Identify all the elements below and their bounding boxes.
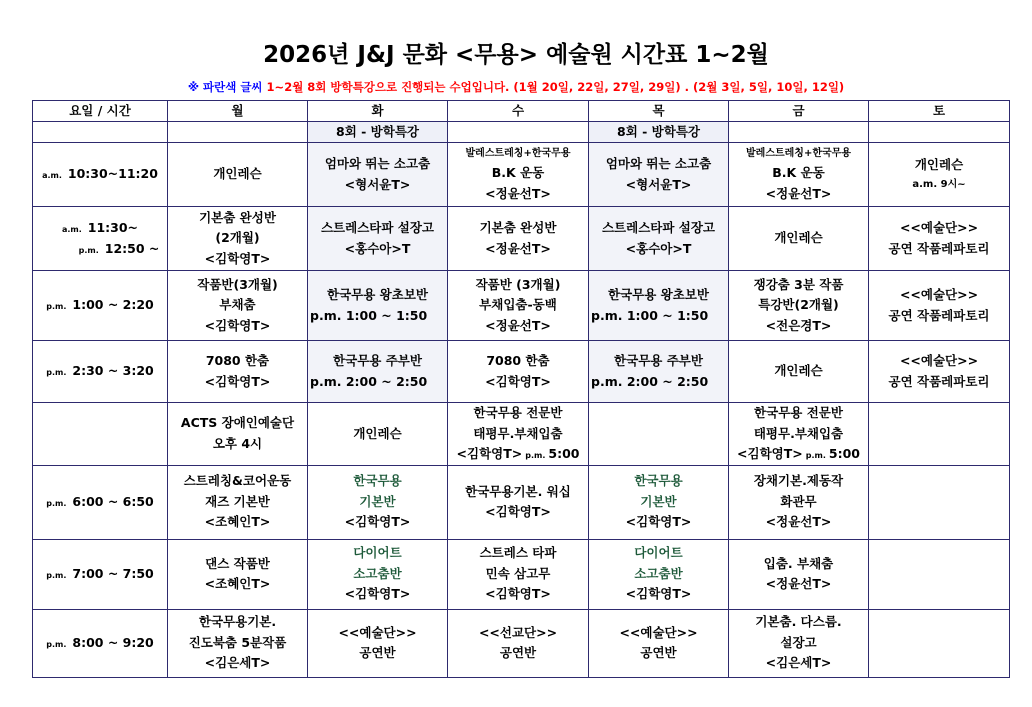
class-line: <<선교단>> xyxy=(478,624,558,640)
time-cell xyxy=(33,403,168,466)
class-line: 기본춤 완성반 xyxy=(479,220,557,235)
table-row xyxy=(33,207,1010,271)
class-cell xyxy=(168,465,308,539)
time-cell xyxy=(33,143,168,207)
header-day-sat: 토 xyxy=(869,101,1010,122)
class-cell xyxy=(729,403,869,466)
empty-cell xyxy=(869,122,1010,143)
time-text: 7:00 ~ 7:50 xyxy=(72,565,154,581)
class-cell xyxy=(589,539,729,609)
teacher-line: <조혜인T> xyxy=(204,514,271,530)
time-text: 11:30~ xyxy=(87,220,139,235)
ampm: p.m. xyxy=(46,570,67,580)
time-cell xyxy=(33,341,168,403)
class-cell xyxy=(869,207,1010,271)
class-line: 한국무용 주부반 xyxy=(614,353,703,368)
teacher-line: <김학영T> xyxy=(485,373,551,389)
class-cell xyxy=(168,341,308,403)
table-row xyxy=(33,143,1010,207)
empty-cell xyxy=(33,122,168,143)
empty-cell xyxy=(869,539,1010,609)
class-time-line: p.m. 2:00 ~ 2:50 xyxy=(310,373,428,389)
table-row xyxy=(33,403,1010,466)
class-time: 5:00 xyxy=(828,446,860,461)
class-cell xyxy=(308,609,448,677)
class-line: <<예술단>> xyxy=(899,287,979,302)
class-line: 발레스트레칭+한국무용 xyxy=(465,148,571,159)
empty-cell xyxy=(869,465,1010,539)
empty-cell xyxy=(589,403,729,466)
teacher-line: <김은세T> xyxy=(204,655,271,671)
class-line: 댄스 작품반 xyxy=(205,555,270,571)
class-line: 개인레슨 xyxy=(774,230,823,246)
header-day-thu: 목 xyxy=(589,101,729,122)
class-line: 입춤. 부채춤 xyxy=(763,555,834,571)
time-cell xyxy=(33,539,168,609)
class-cell xyxy=(448,539,589,609)
class-cell xyxy=(589,143,729,207)
class-line: 장채기본.제동작 xyxy=(753,473,844,489)
class-line: 다이어트 xyxy=(353,545,402,561)
class-line: 개인레슨 xyxy=(213,166,262,182)
class-cell xyxy=(869,341,1010,403)
class-line: 한국무용 주부반 xyxy=(333,353,422,368)
empty-cell xyxy=(448,122,589,143)
header-corner: 요일 / 시간 xyxy=(33,101,168,122)
class-line: 화관무 xyxy=(780,493,817,509)
ampm: a.m. xyxy=(61,225,82,234)
class-time-line: p.m. 1:00 ~ 1:50 xyxy=(591,307,709,323)
notice-prefix: ※ 파란색 글씨 xyxy=(187,80,263,94)
class-line: 재즈 기본반 xyxy=(205,493,270,509)
class-cell xyxy=(308,539,448,609)
class-line: <<예술단>> xyxy=(619,624,698,640)
timetable xyxy=(32,100,1010,678)
teacher-line: <홍수아>T xyxy=(625,240,692,256)
class-cell xyxy=(869,143,1010,207)
class-cell xyxy=(729,539,869,609)
class-line: 특강반(2개월) xyxy=(758,297,839,313)
class-cell xyxy=(448,403,589,466)
time-text: 1:00 ~ 2:20 xyxy=(72,297,154,313)
time-text: 10:30~11:20 xyxy=(67,166,158,182)
teacher-line: <김은세T> xyxy=(765,655,832,671)
empty-cell xyxy=(869,403,1010,466)
class-cell xyxy=(448,465,589,539)
class-line: 엄마와 뛰는 소고춤 xyxy=(324,156,431,171)
notice xyxy=(0,79,1032,95)
teacher-line: <정윤선T> xyxy=(765,185,832,201)
special-label-tue: 8회 - 방학특강 xyxy=(308,122,448,143)
time-cell xyxy=(33,207,168,271)
class-line: 부채춤 xyxy=(219,297,256,313)
class-cell xyxy=(168,271,308,341)
class-line: 공연 작품레파토리 xyxy=(888,307,990,323)
special-label-thu: 8회 - 방학특강 xyxy=(589,122,729,143)
class-cell xyxy=(729,465,869,539)
class-line: 7080 한춤 xyxy=(486,353,550,368)
class-line: 개인레슨 xyxy=(353,425,402,441)
ampm: a.m. xyxy=(42,171,62,181)
class-line: 한국무용 전문반 xyxy=(473,405,563,420)
teacher-line: <정윤선T> xyxy=(765,514,832,530)
teacher-line: <김학영T> xyxy=(485,586,551,602)
ampm: p.m. xyxy=(805,451,826,460)
class-cell xyxy=(448,207,589,271)
empty-cell xyxy=(168,122,308,143)
teacher-line: <정윤선T> xyxy=(485,240,551,256)
class-cell xyxy=(448,143,589,207)
class-cell xyxy=(729,271,869,341)
header-row xyxy=(33,101,1010,122)
class-line: 태평무.부채입춤 xyxy=(753,425,844,441)
class-cell xyxy=(589,609,729,677)
teacher-line: <김학영T> xyxy=(204,373,271,389)
time-cell xyxy=(33,609,168,677)
class-cell xyxy=(308,465,448,539)
class-line: 공연 작품레파토리 xyxy=(888,240,990,256)
header-day-tue: 화 xyxy=(308,101,448,122)
header-day-fri: 금 xyxy=(729,101,869,122)
ampm: p.m. xyxy=(525,451,546,460)
class-cell xyxy=(448,271,589,341)
table-row xyxy=(33,609,1010,677)
class-cell xyxy=(729,341,869,403)
class-line: 한국무용 왕초보반 xyxy=(327,287,428,302)
class-cell xyxy=(168,403,308,466)
teacher-line: <홍수아>T xyxy=(344,240,411,256)
special-row xyxy=(33,122,1010,143)
class-cell xyxy=(308,271,448,341)
time-text: 2:30 ~ 3:20 xyxy=(72,363,154,379)
empty-cell xyxy=(729,122,869,143)
class-line: 엄마와 뛰는 소고춤 xyxy=(605,156,712,171)
class-line: 설장고 xyxy=(780,634,817,650)
class-line: 다이어트 xyxy=(634,545,683,561)
class-line: 한국무용 xyxy=(353,473,402,489)
teacher-line: <김학영T> xyxy=(204,317,271,333)
class-cell xyxy=(168,143,308,207)
time-text: 12:50 ~ xyxy=(104,240,160,256)
class-line: 스트레스타파 설장고 xyxy=(320,220,435,235)
class-time-line: p.m. 1:00 ~ 1:50 xyxy=(310,307,428,323)
class-cell xyxy=(589,341,729,403)
class-line: <<예술단>> xyxy=(899,220,979,235)
time-cell xyxy=(33,271,168,341)
class-line: <<예술단>> xyxy=(899,353,979,368)
class-line: ACTS 장애인예술단 xyxy=(180,415,295,431)
class-line: 작품반(3개월) xyxy=(197,276,278,292)
teacher-line: <전은경T> xyxy=(765,317,832,333)
class-line: 스트레스타파 설장고 xyxy=(601,220,716,235)
teacher-line: <형서윤T> xyxy=(625,176,692,192)
class-line: B.K 운동 xyxy=(772,165,825,180)
class-line: 한국무용기본. 워십 xyxy=(465,483,571,499)
class-line: 개인레슨 xyxy=(914,157,964,173)
teacher-line: <김학영T> xyxy=(344,586,411,602)
teacher-line: <형서윤T> xyxy=(344,176,411,192)
class-cell xyxy=(589,465,729,539)
class-cell xyxy=(729,207,869,271)
teacher-line: <김학영T> xyxy=(485,504,551,519)
class-cell xyxy=(869,271,1010,341)
header-day-wed: 수 xyxy=(448,101,589,122)
teacher-line: <김학영T> xyxy=(625,586,692,602)
class-line: 스트레스 타파 xyxy=(479,545,557,561)
class-line: 기본반 xyxy=(359,493,396,509)
class-line: 쟁강춤 3분 작품 xyxy=(753,276,844,292)
class-line: 한국무용 왕초보반 xyxy=(608,287,709,302)
table-row xyxy=(33,341,1010,403)
class-cell xyxy=(168,539,308,609)
time-text: 6:00 ~ 6:50 xyxy=(72,493,154,509)
class-line: 오후 4시 xyxy=(212,435,263,451)
teacher-line: <정윤선T> xyxy=(485,185,551,201)
table-row xyxy=(33,271,1010,341)
class-line: 개인레슨 xyxy=(774,363,823,379)
teacher-line: <김학영T> xyxy=(625,514,692,530)
class-cell xyxy=(308,143,448,207)
header-day-mon: 월 xyxy=(168,101,308,122)
teacher-line: <정윤선T> xyxy=(485,317,551,333)
empty-cell xyxy=(869,609,1010,677)
class-time: 5:00 xyxy=(548,446,580,461)
page-title: 2026년 J&J 문화 <무용> 예술원 시간표 1~2월 xyxy=(263,42,769,68)
class-cell xyxy=(729,609,869,677)
class-line: 민속 삼고무 xyxy=(485,565,551,581)
teacher-line: <조혜인T> xyxy=(204,576,271,591)
class-line: 태평무.부채입춤 xyxy=(473,425,563,441)
time-text: 8:00 ~ 9:20 xyxy=(72,634,154,650)
teacher-line: <김학영T> xyxy=(204,250,271,266)
class-cell xyxy=(589,271,729,341)
class-cell xyxy=(308,341,448,403)
class-line: 한국무용 전문반 xyxy=(754,405,843,420)
class-line: 공연 작품레파토리 xyxy=(888,373,990,389)
time-cell xyxy=(33,465,168,539)
class-line: 기본춤 완성반 xyxy=(199,209,276,225)
class-time-line: p.m. 2:00 ~ 2:50 xyxy=(591,373,709,389)
class-cell xyxy=(168,207,308,271)
class-line: <<예술단>> xyxy=(338,624,417,640)
class-line: 작품반 (3개월) xyxy=(475,276,561,292)
class-line: 한국무용 xyxy=(634,473,683,489)
notice-body: 1~2월 8회 방학특강으로 진행되는 수업입니다. (1월 20일, 22일, 27일, 29일) . (2월 3일, 5일, 10일, 12일) xyxy=(262,80,845,94)
class-line: 공연반 xyxy=(499,645,537,660)
teacher-line: <김학영T> xyxy=(456,446,523,461)
ampm: p.m. xyxy=(78,245,99,255)
ampm: p.m. xyxy=(46,302,67,312)
class-cell xyxy=(168,609,308,677)
class-line: 공연반 xyxy=(640,645,677,660)
class-line: 한국무용기본. xyxy=(198,614,277,630)
class-line: 스트레칭&코어운동 xyxy=(183,473,292,489)
class-line: 발레스트레칭+한국무용 xyxy=(746,148,851,159)
class-cell xyxy=(729,143,869,207)
class-line: B.K 운동 xyxy=(491,165,545,180)
class-line: 진도북춤 5분작품 xyxy=(188,634,287,650)
class-line: 소고춤반 xyxy=(634,565,683,581)
class-cell xyxy=(308,207,448,271)
class-line: 7080 한춤 xyxy=(205,353,270,368)
class-line: 소고춤반 xyxy=(353,565,402,581)
ampm: p.m. xyxy=(46,498,67,508)
class-line: 공연반 xyxy=(359,645,396,660)
ampm: p.m. xyxy=(46,639,67,649)
class-line: 기본춤. 다스름. xyxy=(755,614,842,630)
table-row xyxy=(33,465,1010,539)
table-row xyxy=(33,539,1010,609)
teacher-line: <김학영T> xyxy=(344,514,411,530)
class-cell xyxy=(589,207,729,271)
teacher-line: <김학영T> xyxy=(737,446,803,461)
class-cell xyxy=(448,609,589,677)
class-cell xyxy=(448,341,589,403)
class-line: (2개월) xyxy=(215,230,260,246)
class-line: 기본반 xyxy=(640,493,677,509)
class-line: a.m. 9시~ xyxy=(912,178,966,190)
class-line: 부채입춤-동백 xyxy=(479,297,557,313)
class-cell xyxy=(308,403,448,466)
teacher-line: <정윤선T> xyxy=(765,576,832,591)
ampm: p.m. xyxy=(46,368,67,378)
